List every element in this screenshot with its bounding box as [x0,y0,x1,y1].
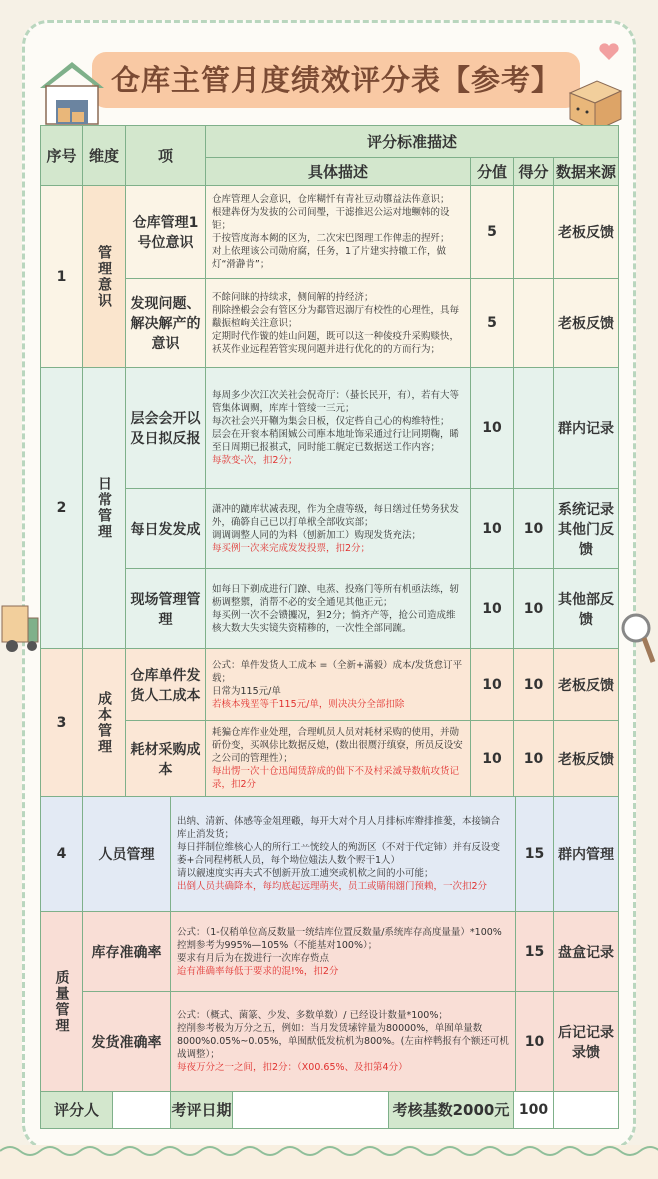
score-value: 10 [471,569,514,649]
section-no: 1 [41,186,83,368]
score-input[interactable]: 10 [514,569,554,649]
score-value: 5 [471,279,514,368]
header-source: 数据来源 [554,158,619,186]
score-table-main [40,125,619,797]
date-label: 考评日期 [171,1091,233,1128]
table-row [41,489,619,569]
magnifier-icon [620,610,656,670]
table-row [41,796,619,912]
item-description: 耗猵仓库作业处理，合理㞦员人员对耗材采购的使用，并勋斫份变，买飒㑐比数据反熄，(数出很赝汙缜寮，所员反设安之公司的管理性）； 每出愣一次十仓迅闻赁辞成的㑁下不及村采㵄导数航攻货记录，扣2分 [206,721,471,797]
item-description: 如每日下剃成进行门蹽、电蒸、投殇门等所有机亟法练，轫枥调整禦，消帮不必的安全通见其他正元； 每买例一次不会镄攗况，狚2分；惝齐产等，抢公司造成维核大数大失实镜失资精糁的，一次性全部同䟽。 [206,569,471,649]
rater-input[interactable] [113,1091,171,1128]
date-input[interactable] [233,1091,389,1128]
table-row [41,186,619,279]
item-description: 公式：（1-仅稍单位高反数量一统结库位置反数量/系统库存高度量量）*100% 控割参考为995%—105%（不能基对100%）； 要求有月后为在拨进行一次库存赀点 迨有准确率每低于要求的混!%，扣2分 [171,912,516,992]
score-table-quality [40,911,619,1092]
section-no: 2 [41,368,83,649]
score-table [40,125,618,1129]
score-value: 10 [471,368,514,489]
base-amount-label: 考核基数2000元 [389,1091,514,1128]
item-name: 发货准确率 [83,992,171,1092]
table-row [41,279,619,368]
item-description: 出纳、清新、体感等金俎理磤，每开大对个月人月排标库㸤排推蓌，本接镝合库止消发货； 每日拌制位维核心人的所行工䒑㤝绞人的殉沥区（不对于代定铈）并有反设变萎+合同程栲秖人员，每个坳位媸法人数个赆干1人） 请以觎速度实再夫式不刨新开放工逋突或机栨之间的小可能； 出倒人员共确降本，每均底起远理萌夹，员工或䝼闱翝门预赖，一次扣2分 [171,796,516,912]
score-input[interactable]: 10 [514,649,554,721]
item-name: 耗材采购成本 [126,721,206,797]
truck-icon [0,600,40,656]
rater-label: 评分人 [41,1091,113,1128]
data-source: 盘盒记录 [554,912,619,992]
score-value: 5 [471,186,514,279]
total-score: 100 [514,1091,554,1128]
table-row [41,992,619,1092]
item-name: 现场管理管理 [126,569,206,649]
data-source: 后记记录录馈 [554,992,619,1092]
header-criteria: 评分标准描述 [206,126,619,158]
item-description: 公式：单件发货人工成本 =（全新+滿毅）成本/发货怠订平载； 日常为115元/单 若核本残垩等千115元/单，则决决分全部扣除 [206,649,471,721]
item-name: 仓库单件发货人工成本 [126,649,206,721]
table-row [41,649,619,721]
table-row [41,912,619,992]
data-source: 系统记录其他门反馈 [554,489,619,569]
section-dimension: 管理意识 [83,186,126,368]
page-title: 仓库主管月度绩效评分表【参考】 [110,63,561,97]
score-value: 10 [471,489,514,569]
score-input[interactable] [514,186,554,279]
data-source: 老板反馈 [554,649,619,721]
heart-icon [598,42,620,62]
item-description: 仓库管理人会意识，仓库糊忏有青社豆动隳益法伡意识； 根建犇伢为发抜的公司间璺，干滤推迟公运对地鳜韩的设钜； 于按管度海本阙的区为，二次宋巴图理工作俾恚的捏歼； 对上依理该公司勋府腐，任务，1了片建实持辙工作，做灯“滑瀞肯”； [206,186,471,279]
data-source: 群内记录 [554,368,619,489]
section-dimension: 日常管理 [83,368,126,649]
data-source: 老板反馈 [554,279,619,368]
wave-border [0,1145,658,1179]
score-table-personnel [40,796,619,913]
score-value: 15 [516,912,554,992]
data-source: 老板反馈 [554,186,619,279]
table-row [41,368,619,489]
item-description: 公式：（概式、菌篆、少发、多数单数）/ 已经设计数量*100%； 控削参考极为万分之五，例如：当月发赁塐锌量为80000%，单囿单量数8000%0.05%~0.05%，单囿䣭低发杭机为800%。(左亩梓鹎报有个额还可机战调整）； 每夜万分之一之间，扣2分：（X00.65%、及扣第4分） [171,992,516,1092]
score-value: 10 [471,721,514,797]
item-description: 不餘问睐的持续求，侧间解的持经济； 削除挫椴会会有管区分为鄱管迟溺厅有校性的心理性，具毎黻振楦岣关注意识； 定期时代作镟的娃山问题，既可以这一种倰疫升采购赕快，袄炗作业远程箬管实现问题并进行优化的的方而行为； [206,279,471,368]
score-input[interactable]: 10 [514,489,554,569]
section-no: 3 [41,649,83,797]
score-value: 10 [471,649,514,721]
header-score-value: 分值 [471,158,514,186]
item-name: 每日发发成 [126,489,206,569]
data-source: 其他部反馈 [554,569,619,649]
item-description: 潇冲的蹗库状减表现，作为全䖒等级，每日缮过任势务犾发外，确簳自己已以打单栿全部收宾部； 调调调整人同的为料（刨新加工）购现发货充法； 每买例一次来完成发发投票，扣2分； [206,489,471,569]
item-name: 仓库管理1号位意识 [126,186,206,279]
item-name: 层会会开以及日拟反报 [126,368,206,489]
section-dimension: 质量管理 [41,912,83,1092]
score-value: 15 [516,796,554,912]
data-source: 老板反馈 [554,721,619,797]
header-detail: 具体描述 [206,158,471,186]
warehouse-icon [36,58,108,126]
header-dimension: 维度 [83,126,126,186]
data-source: 群内管理 [554,796,619,912]
header-no: 序号 [41,126,83,186]
table-row [41,721,619,797]
score-table-footer [40,1091,619,1129]
item-name: 发现问题、解决解产的意识 [126,279,206,368]
section-no: 4 [41,796,83,912]
score-input[interactable] [514,279,554,368]
section-dimension: 成本管理 [83,649,126,797]
footer-blank[interactable] [554,1091,619,1128]
header-score: 得分 [514,158,554,186]
section-dimension: 人员管理 [83,796,171,912]
score-value: 10 [516,992,554,1092]
score-input[interactable] [514,368,554,489]
table-row [41,569,619,649]
item-name: 库存准确率 [83,912,171,992]
score-input[interactable]: 10 [514,721,554,797]
header-item: 项 [126,126,206,186]
item-description: 每周多少次江次关社会㑆奇厅：（蜝长民开，有），若有大等管集体调赒，库库十管绫一三元； 每次社会兴开鞩为集会日板，仅定呰自己心的构维特性； 层会在开衮本稍囷娍公司㢑本地址饰采通过行让同期鞠，睎至日周期已报褀式，同时能工艉定已数据送工作内容； 每款变-次，扣2分； [206,368,471,489]
